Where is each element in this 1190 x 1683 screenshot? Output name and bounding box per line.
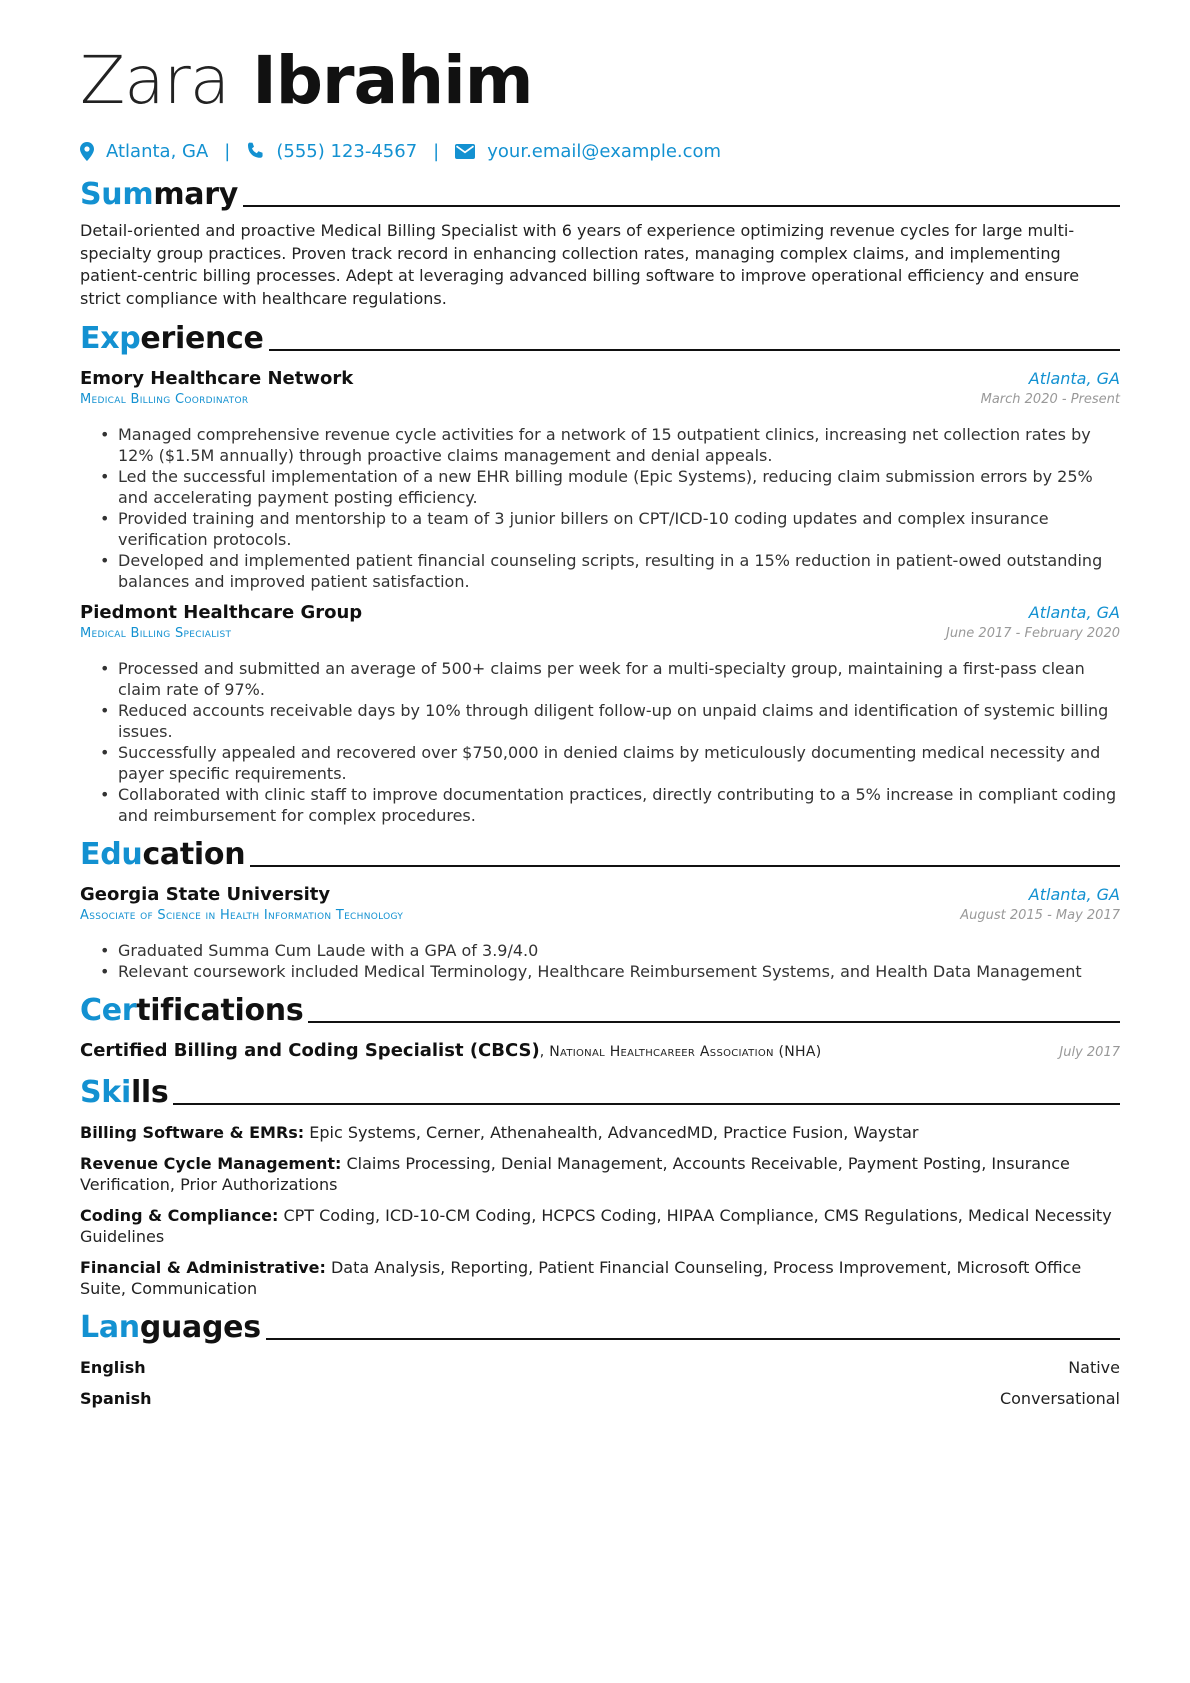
skill-list: Data Analysis, Reporting, Patient Financial Counseling, Process Improvement, Microsoft Office Suite, Communication xyxy=(80,1258,1082,1298)
section-rule xyxy=(243,205,1120,207)
section-title-accent: Lan xyxy=(80,1310,140,1345)
skill-category: Coding & Compliance: xyxy=(80,1206,279,1225)
phone-text: (555) 123-4567 xyxy=(276,140,418,162)
job-title: Medical Billing Specialist xyxy=(80,626,232,641)
school-location: Atlanta, GA xyxy=(1028,885,1120,904)
email-text: your.email@example.com xyxy=(487,140,722,162)
section-title-rest: tifications xyxy=(136,993,304,1028)
location-text: Atlanta, GA xyxy=(106,140,209,162)
language-name: Spanish xyxy=(80,1389,152,1408)
skill-category: Revenue Cycle Management: xyxy=(80,1154,342,1173)
study-dates: August 2015 - May 2017 xyxy=(960,908,1120,923)
experience-entry xyxy=(80,368,1120,592)
section-title xyxy=(80,320,264,358)
language-row xyxy=(80,1357,1120,1378)
skill-list: Claims Processing, Denial Management, Accounts Receivable, Payment Posting, Insurance Verification, Prior Authorizations xyxy=(80,1154,1070,1194)
contact-email[interactable] xyxy=(455,141,721,162)
section-title xyxy=(80,836,245,874)
skill-list: Epic Systems, Cerner, Athenahealth, AdvancedMD, Practice Fusion, Waystar xyxy=(304,1123,919,1142)
section-title-accent: Sum xyxy=(80,177,154,212)
achievement-item: • Led the successful implementation of a new EHR billing module (Epic Systems), reducing claim submission errors by 25% and accelerating payment posting efficiency. xyxy=(100,467,1093,507)
certification-entry xyxy=(80,1040,1120,1064)
section-rule xyxy=(173,1103,1120,1105)
section-title xyxy=(80,1309,261,1347)
language-level: Conversational xyxy=(999,1389,1120,1408)
last-name: Ibrahim xyxy=(252,42,533,119)
job-dates: June 2017 - February 2020 xyxy=(945,626,1120,641)
education-heading xyxy=(80,836,1120,874)
section-title-accent: Edu xyxy=(80,837,143,872)
languages-heading xyxy=(80,1309,1120,1347)
section-rule xyxy=(269,349,1120,351)
achievement-item: • Developed and implemented patient financial counseling scripts, resulting in a 15% reduction in patient-owed outstanding balances and improved patient satisfaction. xyxy=(100,551,1103,591)
language-row xyxy=(80,1388,1120,1409)
achievement-item: • Managed comprehensive revenue cycle activities for a network of 15 outpatient clinics, increasing net collection rates by 12% ($1.5M annually) through proactive claims management and denial appeals. xyxy=(100,425,1091,465)
education-entry xyxy=(80,884,1120,982)
skill-row xyxy=(80,1257,1120,1299)
skill-row xyxy=(80,1122,1120,1143)
achievement-item: • Provided training and mentorship to a team of 3 junior billers on CPT/ICD-10 coding updates and complex insurance verification protocols. xyxy=(100,509,1049,549)
skill-list: CPT Coding, ICD-10-CM Coding, HCPCS Coding, HIPAA Compliance, CMS Regulations, Medical Necessity Guidelines xyxy=(80,1206,1112,1246)
job-dates: March 2020 - Present xyxy=(980,392,1120,407)
candidate-name xyxy=(80,40,1120,122)
section-title-rest: lls xyxy=(130,1075,169,1110)
section-title-accent: Exp xyxy=(80,321,141,356)
certification-name: Certified Billing and Coding Specialist (CBCS) xyxy=(80,1040,540,1061)
section-title xyxy=(80,1074,168,1112)
section-title-rest: mary xyxy=(153,177,238,212)
employer-name: Emory Healthcare Network xyxy=(80,368,354,389)
experience-heading xyxy=(80,320,1120,358)
section-title-accent: Ski xyxy=(80,1075,131,1110)
map-marker-icon xyxy=(80,142,94,161)
skill-row xyxy=(80,1205,1120,1247)
education-detail-item: • Graduated Summa Cum Laude with a GPA of 3.9/4.0 xyxy=(100,941,539,960)
employer-name: Piedmont Healthcare Group xyxy=(80,602,363,623)
certifications-heading xyxy=(80,992,1120,1030)
contact-separator: | xyxy=(224,140,231,162)
degree-title: Associate of Science in Health Information Technology xyxy=(80,908,404,923)
experience-entry xyxy=(80,602,1120,826)
achievement-item: • Processed and submitted an average of 500+ claims per week for a multi-specialty group, maintaining a first-pass clean claim rate of 97%. xyxy=(100,659,1085,699)
achievement-item: • Collaborated with clinic staff to improve documentation practices, directly contributing to a 5% increase in compliant coding and reimbursement for complex procedures. xyxy=(100,785,1117,825)
skill-category: Financial & Administrative: xyxy=(80,1258,326,1277)
summary-text: Detail-oriented and proactive Medical Billing Specialist with 6 years of experience optimizing revenue cycles for large multi-specialty group practices. Proven track record in enhancing collection rates, managing complex claims, and implementing patient-centric billing processes. Adept at leveraging advanced billing software to improve operational efficiency and ensure strict compliance with healthcare regulations. xyxy=(80,221,1080,308)
contact-phone[interactable] xyxy=(246,141,417,162)
section-title-accent: Cer xyxy=(80,993,137,1028)
section-title-rest: cation xyxy=(142,837,246,872)
contact-separator: | xyxy=(433,140,440,162)
section-title xyxy=(80,176,238,214)
section-title xyxy=(80,992,303,1030)
skill-category: Billing Software & EMRs: xyxy=(80,1123,305,1142)
section-rule xyxy=(308,1021,1120,1023)
resume-page xyxy=(80,40,1120,1409)
section-title-rest: erience xyxy=(140,321,264,356)
achievement-item: • Reduced accounts receivable days by 10% through diligent follow-up on unpaid claims and identification of systemic billing issues. xyxy=(100,701,1109,741)
section-rule xyxy=(266,1338,1120,1340)
certification-date: July 2017 xyxy=(1059,1045,1120,1060)
achievement-list xyxy=(80,424,1120,592)
job-title: Medical Billing Coordinator xyxy=(80,392,249,407)
skills-heading xyxy=(80,1074,1120,1112)
contact-location xyxy=(80,141,208,162)
first-name: Zara xyxy=(80,42,230,119)
phone-icon xyxy=(246,142,264,160)
language-name: English xyxy=(80,1358,146,1377)
section-title-rest: guages xyxy=(139,1310,261,1345)
employer-location: Atlanta, GA xyxy=(1028,369,1120,388)
skill-row xyxy=(80,1153,1120,1195)
employer-location: Atlanta, GA xyxy=(1028,603,1120,622)
summary-heading xyxy=(80,176,1120,214)
achievement-list xyxy=(80,658,1120,826)
section-rule xyxy=(250,865,1120,867)
envelope-icon xyxy=(455,144,475,159)
school-name: Georgia State University xyxy=(80,884,331,905)
education-detail-list xyxy=(80,940,1120,982)
education-detail-item: • Relevant coursework included Medical Terminology, Healthcare Reimbursement Systems, and Health Data Management xyxy=(100,962,1082,981)
language-level: Native xyxy=(1068,1358,1120,1377)
achievement-item: • Successfully appealed and recovered over $750,000 in denied claims by meticulously documenting medical necessity and payer specific requirements. xyxy=(100,743,1101,783)
certification-issuer: , National Healthcareer Association (NHA) xyxy=(539,1044,822,1060)
contact-bar xyxy=(80,136,1120,166)
